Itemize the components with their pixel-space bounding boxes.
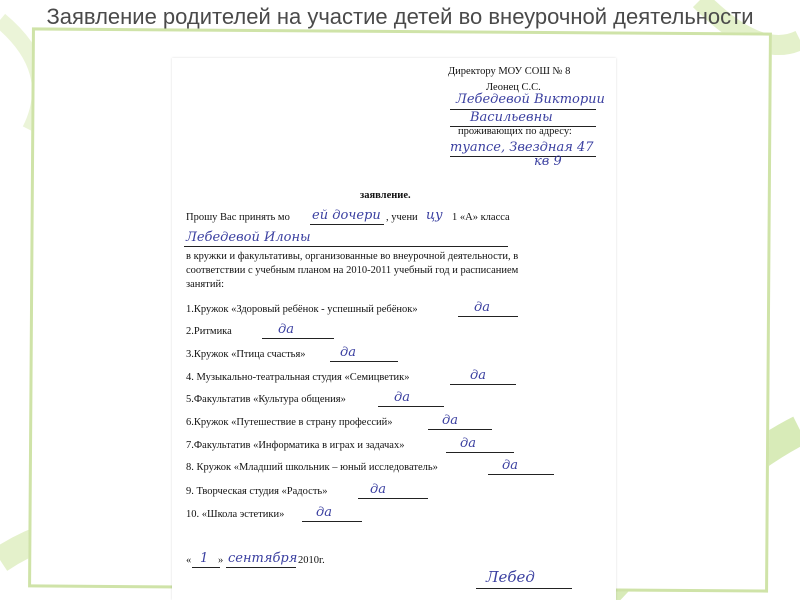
date-day-handwritten: 1	[200, 551, 209, 566]
applicant-name-handwritten-1: Лебедевой Виктории	[456, 92, 605, 107]
activity-answer: да	[460, 436, 476, 451]
applicant-name-handwritten-2: Васильевны	[470, 110, 553, 125]
activity-label: 7.Факультатив «Информатика в играх и задачах»	[186, 440, 405, 451]
request-body-2: соответствии с учебным планом на 2010-2011 учебный год и расписанием	[186, 265, 519, 276]
activity-answer-underline	[458, 316, 518, 317]
date-close-quote: »	[218, 555, 224, 566]
request-whom-underline	[310, 224, 384, 225]
activity-answer: да	[474, 300, 490, 315]
address-handwritten-2: кв 9	[534, 154, 562, 169]
request-body-3: занятий:	[186, 279, 225, 290]
activity-answer: да	[470, 368, 486, 383]
activity-answer-underline	[446, 452, 514, 453]
director-name: Леонец С.С.	[486, 82, 541, 93]
activity-label: 4. Музыкально-театральная студия «Семицветик»	[186, 372, 410, 383]
activity-answer-underline	[378, 406, 444, 407]
activity-label: 2.Ритмика	[186, 326, 232, 337]
signature-handwritten: Лебед	[486, 568, 535, 586]
activity-answer-underline	[358, 498, 428, 499]
date-month-underline	[226, 567, 296, 568]
address-underline	[450, 156, 596, 157]
request-class: 1 «А» класса	[452, 212, 510, 223]
activity-label: 9. Творческая студия «Радость»	[186, 486, 328, 497]
date-year: 2010г.	[298, 555, 325, 566]
activity-answer-underline	[428, 429, 492, 430]
activity-label: 6.Кружок «Путешествие в страну профессий»	[186, 417, 393, 428]
address-handwritten-1: туапсе, Звездная 47	[450, 140, 594, 155]
activity-label: 3.Кружок «Птица счастья»	[186, 349, 306, 360]
activity-answer: да	[442, 413, 458, 428]
activity-label: 5.Факультатив «Культура общения»	[186, 394, 346, 405]
activity-label: 10. «Школа эстетики»	[186, 509, 285, 520]
request-pupil-handwritten: цу	[426, 208, 443, 223]
activity-answer: да	[502, 458, 518, 473]
addressee-line: Директору МОУ СОШ № 8	[448, 66, 571, 77]
activity-answer-underline	[262, 338, 334, 339]
activity-answer-underline	[302, 521, 362, 522]
request-whom-handwritten: ей дочери	[312, 208, 381, 223]
activity-answer: да	[370, 482, 386, 497]
application-document	[172, 58, 616, 600]
request-prefix: Прошу Вас принять мо	[186, 212, 290, 223]
slide-title: Заявление родителей на участие детей во внеурочной деятельности	[46, 4, 754, 29]
date-day-underline	[192, 567, 220, 568]
activity-label: 1.Кружок «Здоровый ребёнок - успешный ребёнок»	[186, 304, 418, 315]
date-open-quote: «	[186, 555, 192, 566]
activity-answer: да	[340, 345, 356, 360]
child-name-handwritten: Лебедевой Илоны	[186, 230, 311, 245]
activity-answer-underline	[450, 384, 516, 385]
activity-label: 8. Кружок «Младший школьник – юный исследователь»	[186, 462, 438, 473]
activity-answer: да	[278, 322, 294, 337]
date-month-handwritten: сентября	[228, 551, 298, 566]
request-mid: , учени	[386, 212, 418, 223]
activity-answer-underline	[330, 361, 398, 362]
address-label: проживающих по адресу:	[458, 126, 572, 137]
activity-answer: да	[394, 390, 410, 405]
activity-answer: да	[316, 505, 332, 520]
signature-underline	[476, 588, 572, 589]
child-name-underline	[184, 246, 508, 247]
request-body-1: в кружки и факультативы, организованные во внеурочной деятельности, в	[186, 251, 519, 262]
activity-answer-underline	[488, 474, 554, 475]
document-heading: заявление.	[360, 190, 411, 201]
